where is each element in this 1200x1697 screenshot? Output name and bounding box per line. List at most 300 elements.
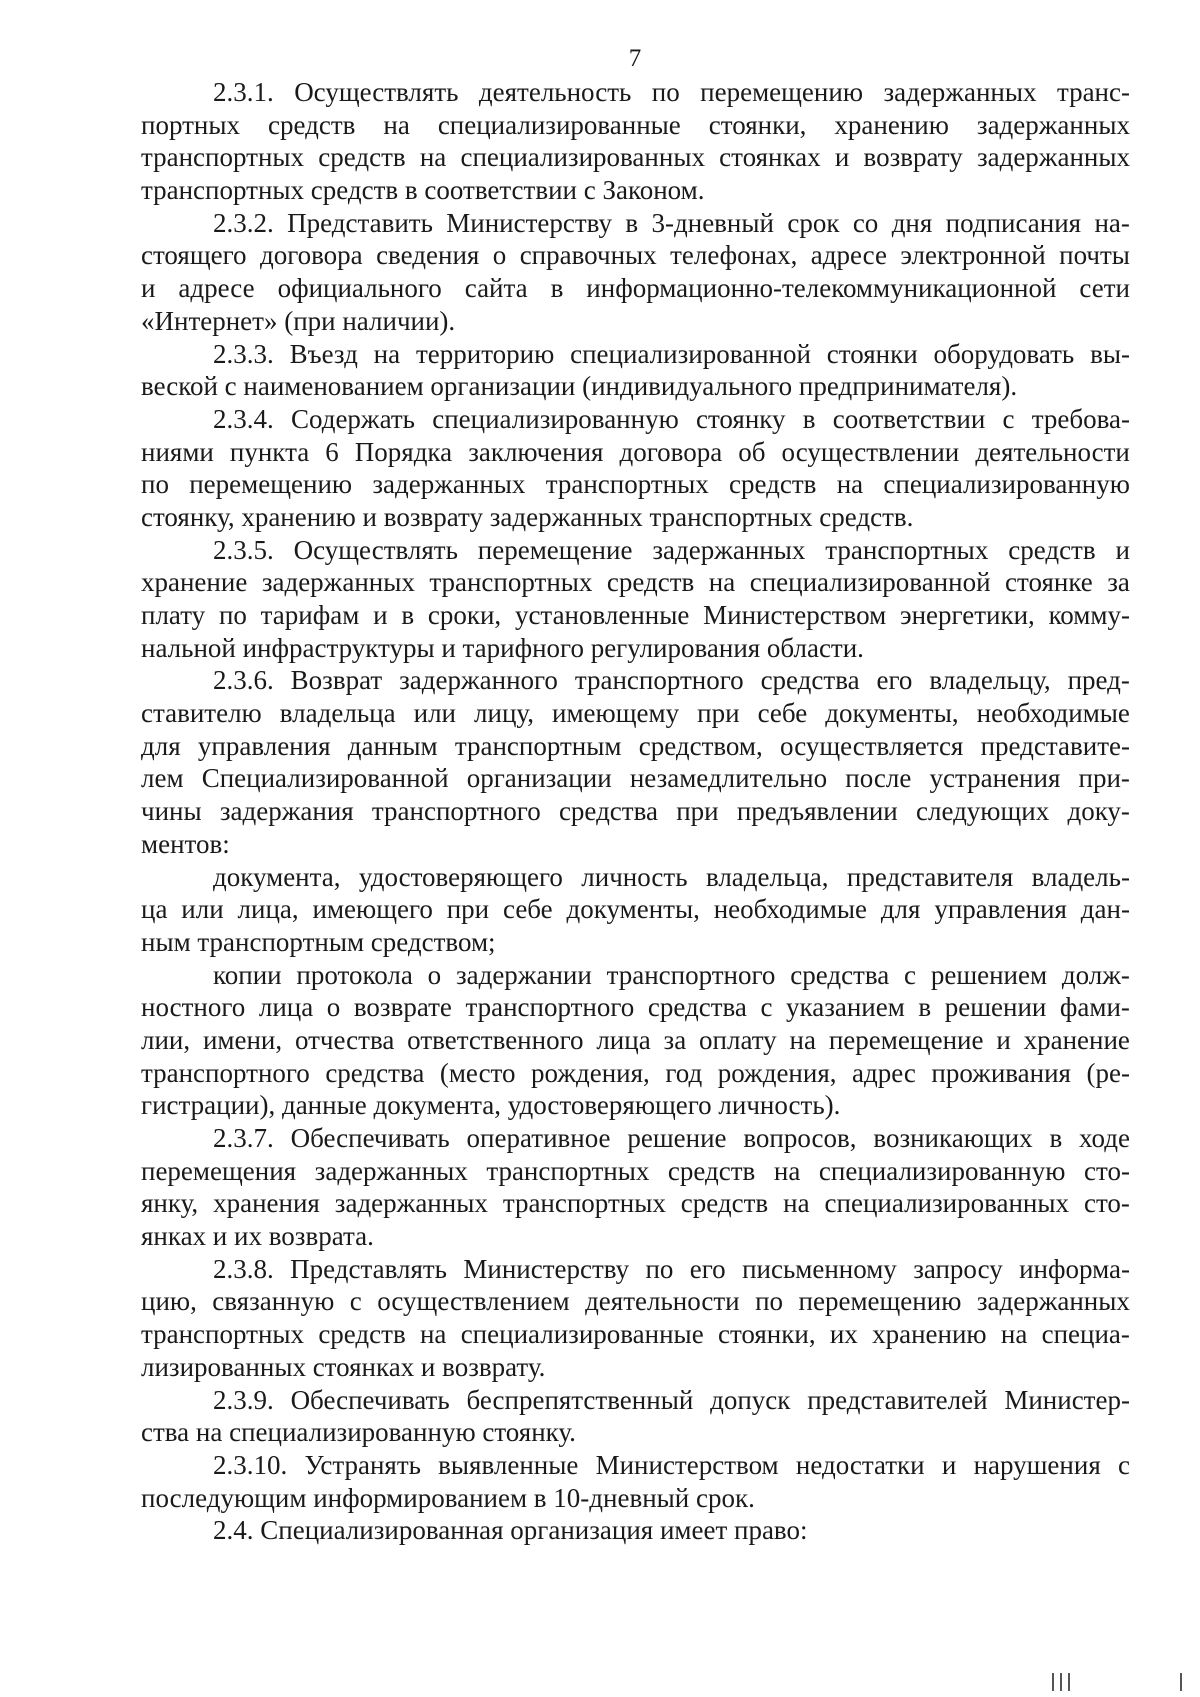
word: незамедлительно xyxy=(629,763,828,794)
line-text: янках и их возврата. xyxy=(141,1221,374,1252)
word: средства xyxy=(647,992,747,1023)
word: отчества xyxy=(294,1024,395,1055)
word: по xyxy=(141,469,169,500)
word: цию, xyxy=(141,1286,197,1317)
word: беспрепятственный xyxy=(466,1384,694,1415)
word: стоянку xyxy=(696,403,786,434)
word: или xyxy=(413,698,456,729)
text-line xyxy=(141,534,1130,567)
word: средств xyxy=(606,567,695,598)
word: хранению xyxy=(834,109,949,140)
word: с xyxy=(760,992,773,1023)
text-line xyxy=(141,1449,1130,1482)
text-line xyxy=(141,697,1130,730)
word: запросу xyxy=(913,1253,1003,1284)
line-text: транспортных средств в соответствии с Законом. xyxy=(141,175,705,206)
word: 6 xyxy=(325,436,339,467)
word: стоянки, xyxy=(717,1319,816,1350)
text-line xyxy=(141,566,1130,599)
word: сроки, xyxy=(427,600,502,630)
word: оплату xyxy=(699,1024,777,1055)
word: Обеспечивать xyxy=(290,1123,450,1153)
word: о xyxy=(326,992,341,1023)
word: задержании xyxy=(455,959,592,990)
word: специализированные xyxy=(460,1319,704,1350)
word: в xyxy=(1049,1123,1063,1153)
text-line xyxy=(141,403,1130,436)
word: (место xyxy=(439,1057,516,1088)
word: Порядка xyxy=(354,436,453,467)
word: средства xyxy=(760,665,860,696)
paragraph-p-2-4 xyxy=(141,1514,1130,1547)
word: перемещению xyxy=(189,469,353,500)
word: по xyxy=(218,600,247,630)
word: вопросов, xyxy=(743,1123,857,1153)
word: проживания xyxy=(931,1057,1071,1088)
word: рождения, xyxy=(717,1057,837,1088)
word: с xyxy=(349,1286,362,1317)
word: 2.3.3. xyxy=(213,338,274,369)
text-line xyxy=(141,1057,1130,1090)
word: представителей xyxy=(807,1384,988,1415)
word: заключения xyxy=(468,436,604,467)
word: предъявлении xyxy=(736,796,898,827)
word: о xyxy=(492,240,507,271)
word: деятельности xyxy=(975,436,1130,467)
word: недостатки xyxy=(795,1449,925,1480)
word: транспортных xyxy=(825,534,989,565)
word: Возврат xyxy=(290,665,383,696)
word: о xyxy=(427,959,442,990)
word: возврате xyxy=(353,992,452,1023)
paragraph-p-doc-2 xyxy=(141,959,1130,1122)
text-line xyxy=(141,991,1130,1024)
word: его xyxy=(689,1253,726,1284)
word: на xyxy=(383,109,410,140)
word: осуществлением xyxy=(377,1286,570,1317)
word: задержанных xyxy=(314,1155,468,1186)
word: нарушения xyxy=(973,1449,1101,1480)
word: в xyxy=(802,403,816,434)
word: Представить xyxy=(287,207,433,238)
word: специализированную xyxy=(883,469,1130,500)
word: стоянки xyxy=(826,338,918,369)
text-line xyxy=(141,959,1130,992)
word: в xyxy=(918,992,932,1023)
word: следующих xyxy=(915,796,1050,827)
text-line xyxy=(141,664,1130,697)
text-line xyxy=(141,828,1130,861)
word: транспортных xyxy=(502,1188,666,1219)
word: договора xyxy=(259,240,363,271)
word: специа- xyxy=(1041,1319,1130,1350)
line-text: лизированных стоянках и возврату. xyxy=(141,1351,546,1382)
text-line xyxy=(141,174,1130,207)
word: сто- xyxy=(1083,1188,1130,1219)
text-line xyxy=(141,109,1130,142)
word: транспортным xyxy=(454,730,622,761)
word: адресе xyxy=(810,240,887,271)
word: сайта xyxy=(464,273,528,304)
word: данным xyxy=(347,730,438,761)
text-line xyxy=(141,141,1130,174)
word: решение xyxy=(627,1123,727,1153)
paragraph-p-2-3-4 xyxy=(141,403,1130,534)
word: управления xyxy=(197,730,331,761)
word: 2.3.7. xyxy=(213,1123,274,1153)
word: оперативное xyxy=(466,1123,611,1153)
word: при xyxy=(676,796,719,827)
line-text: ства на специализированную стоянку. xyxy=(141,1417,576,1448)
word: средств xyxy=(318,142,406,173)
word: на xyxy=(1000,1319,1028,1350)
word: лии, xyxy=(141,1024,191,1055)
word: сведения xyxy=(376,240,480,271)
text-line xyxy=(141,1024,1130,1057)
text-line xyxy=(141,632,1130,665)
word: перемещению xyxy=(798,1286,962,1317)
word: его xyxy=(876,665,913,696)
text-line xyxy=(141,1416,1130,1449)
word: специализированных xyxy=(824,1188,1070,1219)
text-line xyxy=(141,1089,1130,1122)
word: портных xyxy=(141,109,240,140)
word: соответствии xyxy=(832,403,986,434)
word: управления xyxy=(934,894,1067,925)
line-text: последующим информированием в 10-дневный срок. xyxy=(141,1482,755,1513)
word: с xyxy=(1002,403,1015,434)
word: комму- xyxy=(1048,600,1130,630)
word: указанием xyxy=(786,992,905,1023)
word: хранение xyxy=(1023,1024,1130,1055)
word: средств xyxy=(667,1155,756,1186)
word: срок xyxy=(787,207,840,238)
word: на xyxy=(419,1319,447,1350)
word: задержанного xyxy=(399,665,558,696)
word: 2.3.1. xyxy=(213,77,274,107)
text-line xyxy=(141,861,1130,894)
text-line xyxy=(141,1253,1130,1286)
word: задержанных xyxy=(976,1286,1130,1317)
paragraph-p-2-3-1 xyxy=(141,76,1130,207)
word: документы, xyxy=(566,894,700,925)
word: в xyxy=(550,273,564,304)
word: транспортного xyxy=(141,1057,310,1088)
word: ниями xyxy=(141,436,214,467)
word: необходимые xyxy=(713,894,867,925)
word: хранение xyxy=(141,567,248,598)
word: информа- xyxy=(1019,1253,1130,1284)
word: фами- xyxy=(1059,992,1130,1023)
word: электронной xyxy=(900,240,1046,271)
word: возврату xyxy=(863,142,963,173)
word: личность xyxy=(581,861,688,892)
word: средством, xyxy=(638,730,763,761)
word: средств xyxy=(729,469,817,500)
word: задержанных xyxy=(652,534,806,565)
word: средств xyxy=(1008,534,1096,565)
word: ответственного xyxy=(407,1024,584,1055)
paragraph-p-doc-1 xyxy=(141,861,1130,959)
paragraph-p-2-3-3 xyxy=(141,338,1130,403)
text-line xyxy=(141,1220,1130,1253)
word: на xyxy=(419,142,447,173)
word: перемещение xyxy=(477,534,633,565)
word: представите- xyxy=(980,730,1130,761)
word: документа, xyxy=(213,861,341,892)
word: задержанных xyxy=(976,109,1130,140)
word: специализированной xyxy=(749,567,991,598)
word: транспортных xyxy=(545,469,709,500)
word: Осуществлять xyxy=(294,77,459,107)
word: лицу, xyxy=(474,698,534,729)
word: с xyxy=(1117,1449,1130,1480)
word: владельцу, xyxy=(929,665,1051,696)
text-line xyxy=(141,1384,1130,1417)
word: себе xyxy=(503,894,553,925)
word: 3-дневный xyxy=(651,207,774,238)
text-line xyxy=(141,1318,1130,1351)
paragraph-p-2-3-8 xyxy=(141,1253,1130,1384)
word: сто- xyxy=(1084,1155,1130,1186)
text-line xyxy=(141,338,1130,371)
word: долж- xyxy=(1061,959,1130,990)
word: на xyxy=(789,1024,816,1055)
word: (ре- xyxy=(1086,1057,1130,1088)
line-text: ментов: xyxy=(141,828,230,859)
word: энергетики, xyxy=(899,600,1035,630)
text-line xyxy=(141,1122,1130,1155)
word: решении xyxy=(944,992,1047,1023)
word: оборудовать xyxy=(933,338,1075,369)
word: Министерством xyxy=(595,1449,779,1480)
word: справочных xyxy=(519,240,657,271)
word: средств xyxy=(267,109,356,140)
word: перемещению xyxy=(700,77,863,107)
text-line xyxy=(141,1187,1130,1220)
word: требова- xyxy=(1031,403,1130,434)
word: хранению xyxy=(872,1319,987,1350)
word: сети xyxy=(1079,273,1130,304)
word: транспортных xyxy=(429,567,593,598)
word: на xyxy=(373,338,401,369)
word: удостоверяющего xyxy=(358,861,563,892)
word: лица, xyxy=(237,894,299,925)
text-line xyxy=(141,239,1130,272)
line-text: ным транспортным средством; xyxy=(141,926,496,957)
word: специализированной xyxy=(570,338,811,369)
word: лица xyxy=(596,1024,651,1055)
word: лем xyxy=(141,763,184,794)
word: об xyxy=(738,436,766,467)
text-line xyxy=(141,76,1130,109)
word: по xyxy=(645,1253,674,1284)
word: связанную xyxy=(212,1286,335,1317)
word: 2.3.6. xyxy=(213,665,274,696)
word: владель- xyxy=(1031,861,1130,892)
paragraph-p-2-3-2 xyxy=(141,207,1130,338)
word: осуществлении xyxy=(781,436,960,467)
word: для xyxy=(880,894,921,925)
text-line xyxy=(141,207,1130,240)
word: Министерству xyxy=(446,207,613,238)
word: янку, xyxy=(141,1188,199,1219)
word: письменному xyxy=(742,1253,897,1284)
word: средства xyxy=(558,796,658,827)
line-text: гистрации), данные документа, удостоверяющего личность). xyxy=(141,1090,841,1121)
word: допуск xyxy=(710,1384,791,1415)
word: транспортного xyxy=(465,992,635,1023)
word: Устранять xyxy=(304,1449,421,1480)
word: себе xyxy=(757,698,808,729)
word: владельца xyxy=(279,698,396,729)
word: при- xyxy=(1078,763,1130,794)
word: и xyxy=(1115,534,1130,565)
word: вы- xyxy=(1090,338,1130,369)
word: доку- xyxy=(1067,796,1130,827)
text-line xyxy=(141,730,1130,763)
word: лица xyxy=(258,992,314,1023)
scan-edge-mark xyxy=(1052,1673,1054,1691)
word: после xyxy=(845,763,912,794)
word: их xyxy=(829,1319,858,1350)
word: деятельность xyxy=(478,77,632,107)
word: адрес xyxy=(852,1057,916,1088)
word: пункта xyxy=(229,436,310,467)
word: территорию xyxy=(415,338,555,369)
word: задержанных xyxy=(976,142,1130,173)
word: со xyxy=(852,207,879,238)
word: Содержать xyxy=(290,403,415,434)
line-text: «Интернет» (при наличии). xyxy=(141,305,456,336)
word: задержания xyxy=(219,796,354,827)
word: осуществляется xyxy=(780,730,964,761)
word: или xyxy=(181,894,224,925)
word: перемещения xyxy=(141,1155,297,1186)
word: имеющего xyxy=(312,894,433,925)
word: подписания xyxy=(945,207,1082,238)
word: перемещение xyxy=(828,1024,984,1055)
word: Специализированной xyxy=(201,763,449,794)
word: и xyxy=(834,142,850,173)
word: транспортных xyxy=(486,1155,650,1186)
word: в xyxy=(625,207,639,238)
word: установленные xyxy=(514,600,690,630)
word: специализированные xyxy=(437,109,681,140)
word: устранения xyxy=(929,763,1061,794)
line-text: 2.4. Специализированная организация имеет право: xyxy=(213,1515,808,1546)
document-body xyxy=(141,76,1130,1547)
word: за xyxy=(1107,567,1130,598)
word: 2.3.8. xyxy=(213,1253,274,1284)
scan-edge-mark xyxy=(1068,1673,1070,1691)
line-text: нальной инфраструктуры и тарифного регулирования области. xyxy=(141,632,864,663)
word: протокола xyxy=(296,959,413,990)
text-line xyxy=(141,893,1130,926)
word: транспортных xyxy=(141,1319,305,1350)
word: средства xyxy=(325,1057,425,1088)
word: имени, xyxy=(202,1024,283,1055)
word: документы, xyxy=(825,698,959,729)
word: Обеспечивать xyxy=(290,1384,450,1415)
text-line xyxy=(141,272,1130,305)
word: ца xyxy=(141,894,168,925)
word: средств xyxy=(318,1319,406,1350)
word: ставителю xyxy=(141,698,262,729)
word: с xyxy=(904,959,917,990)
text-line xyxy=(141,370,1130,403)
word: организации xyxy=(466,763,612,794)
word: стоянках xyxy=(719,142,821,173)
word: на xyxy=(773,1155,801,1186)
word: дан- xyxy=(1080,894,1130,925)
word: для xyxy=(141,730,181,761)
word: транспортных xyxy=(141,142,305,173)
word: средств xyxy=(680,1188,769,1219)
word: Въезд xyxy=(289,338,358,369)
word: специализированных xyxy=(460,142,705,173)
word: 2.3.2. xyxy=(213,207,274,238)
word: и xyxy=(996,1024,1011,1055)
paragraph-p-2-3-10 xyxy=(141,1449,1130,1514)
text-line xyxy=(141,1482,1130,1515)
paragraph-p-2-3-6 xyxy=(141,664,1130,860)
word: средства xyxy=(790,959,890,990)
text-line xyxy=(141,468,1130,501)
word: ностного xyxy=(141,992,246,1023)
word: стоянки, xyxy=(708,109,807,140)
word: возникающих xyxy=(873,1123,1033,1153)
word: 2.3.9. xyxy=(213,1384,274,1415)
word: дня xyxy=(891,207,933,238)
word: необходимые xyxy=(976,698,1130,729)
word: Представлять xyxy=(290,1253,447,1284)
word: и xyxy=(141,273,156,304)
word: и xyxy=(373,600,388,630)
word: при xyxy=(446,894,490,925)
word: рождения, xyxy=(531,1057,650,1088)
word: 2.3.5. xyxy=(213,534,274,565)
page-number: 7 xyxy=(628,45,642,72)
word: год xyxy=(665,1057,703,1088)
word: владельца, xyxy=(705,861,829,892)
word: Министер- xyxy=(1004,1384,1130,1415)
word: хранения xyxy=(213,1188,320,1219)
word: договора xyxy=(619,436,723,467)
word: официального xyxy=(277,273,442,304)
scan-edge-mark xyxy=(1180,1673,1182,1691)
text-line xyxy=(141,926,1130,959)
word: информационно-телекоммуникационной xyxy=(586,273,1057,304)
word: чины xyxy=(141,796,202,827)
word: телефонах, xyxy=(670,240,798,271)
word: Министерству xyxy=(463,1253,630,1284)
word: на- xyxy=(1094,207,1130,238)
word: деятельности xyxy=(585,1286,740,1317)
word: плату xyxy=(141,600,206,630)
line-text: стоянку, хранению и возврату задержанных транспортных средств. xyxy=(141,501,914,532)
word: Министерством xyxy=(703,600,887,630)
word: транспортного xyxy=(574,665,744,696)
word: представителя xyxy=(846,861,1014,892)
word: Осуществлять xyxy=(293,534,458,565)
text-line xyxy=(141,1285,1130,1318)
text-line xyxy=(141,305,1130,338)
text-line xyxy=(141,436,1130,469)
word: задержанных xyxy=(372,469,526,500)
paragraph-p-2-3-5 xyxy=(141,534,1130,665)
word: тарифам xyxy=(260,600,360,630)
